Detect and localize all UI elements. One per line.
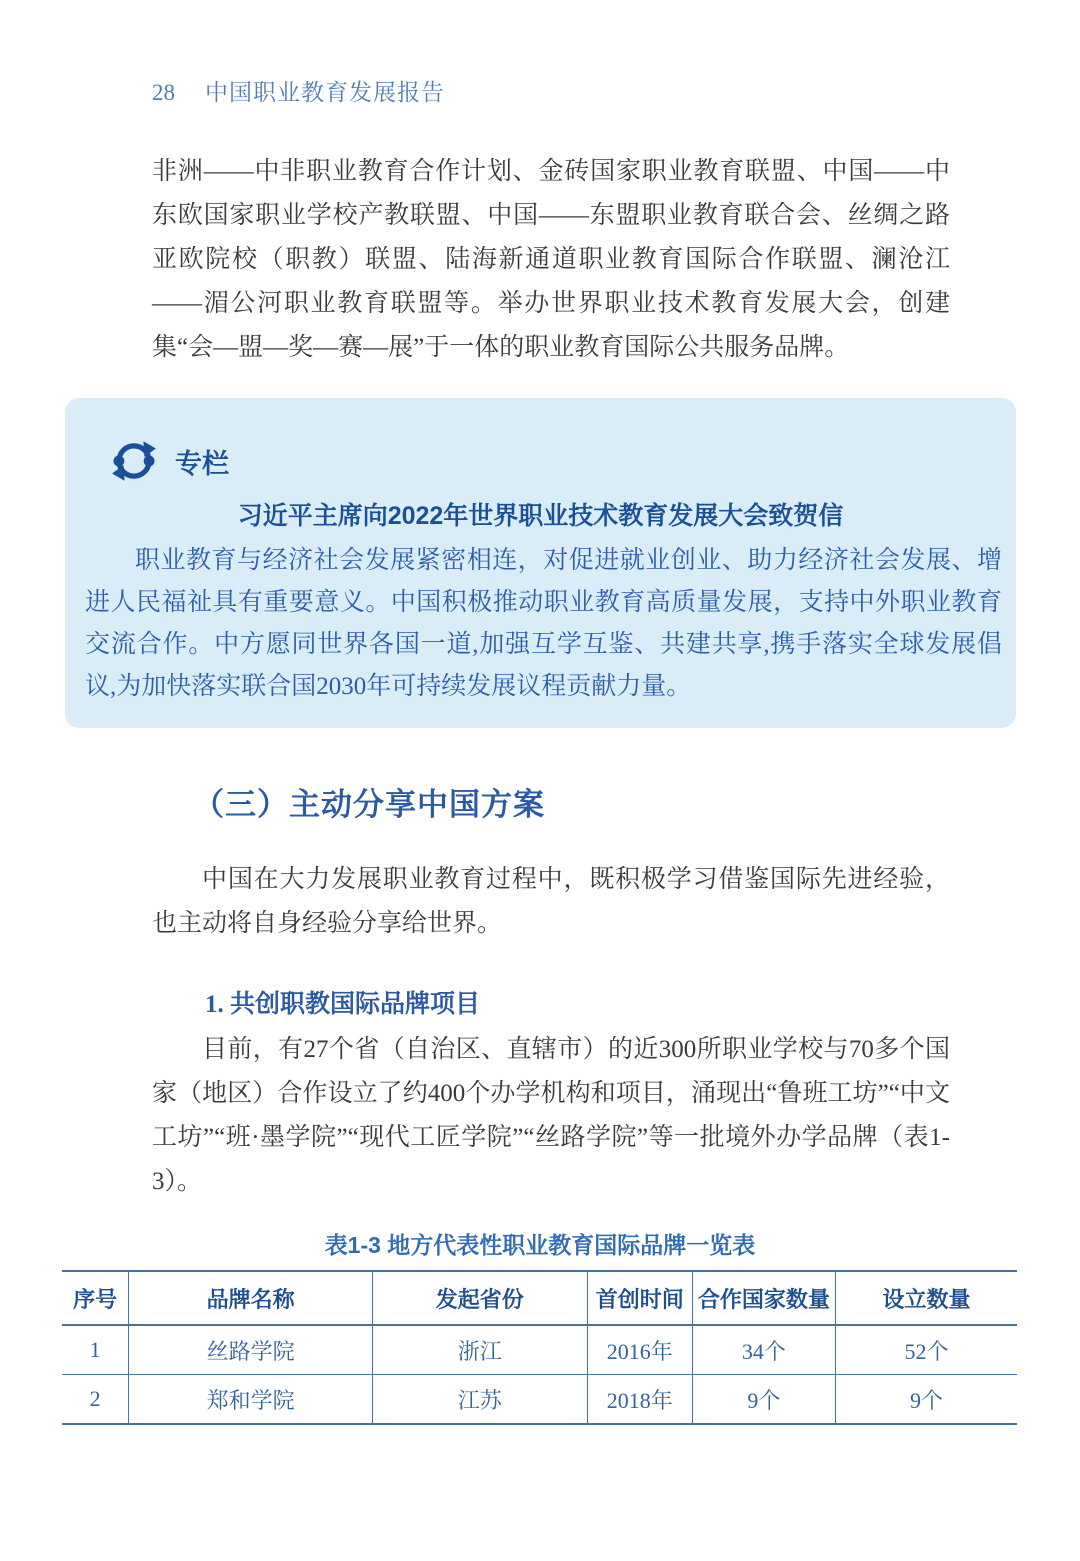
sync-arrows-icon [109, 438, 159, 484]
book-title: 中国职业教育发展报告 [205, 80, 445, 105]
cell-partner-countries: 34个 [692, 1325, 835, 1375]
col-header-established-count: 设立数量 [836, 1271, 1017, 1325]
cell-index: 1 [62, 1325, 129, 1375]
international-brands-table [62, 1270, 1017, 1425]
paragraph-share-experience: 中国在大力发展职业教育过程中，既积极学习借鉴国际先进经验，也主动将自身经验分享给世界。 [152, 866, 950, 937]
col-header-first-year: 首创时间 [587, 1271, 692, 1325]
cell-brand-name: 丝路学院 [129, 1325, 373, 1375]
paragraph-brand-projects: 目前，有27个省（自治区、直辖市）的近300所职业学校与70多个国家（地区）合作设立了约400个办学机构和项目，涌现出“鲁班工坊”“中文工坊”“班·墨学院”“现代工匠学院”“丝路学院”等一批境外办学品牌（表1-3）。 [152, 1036, 950, 1195]
callout-label: 专栏 [175, 448, 229, 479]
running-head [152, 74, 445, 107]
table-row [62, 1375, 1017, 1425]
cell-first-year: 2016年 [587, 1325, 692, 1375]
cell-partner-countries: 9个 [692, 1375, 835, 1425]
cell-established-count: 52个 [836, 1325, 1017, 1375]
subsection-heading: 1. 共创职教国际品牌项目 [205, 991, 481, 1018]
table-header-row [62, 1271, 1017, 1325]
paragraph-international-alliances: 非洲——中非职业教育合作计划、金砖国家职业教育联盟、中国——中东欧国家职业学校产教联盟、中国——东盟职业教育联合会、丝绸之路亚欧院校（职教）联盟、陆海新通道职业教育国际合作联盟、澜沧江——湄公河职业教育联盟等。举办世界职业技术教育发展大会，创建集“会—盟—奖—赛—展”于一体的职业教育国际公共服务品牌。 [152, 158, 950, 361]
cell-brand-name: 郑和学院 [129, 1375, 373, 1425]
col-header-province: 发起省份 [372, 1271, 587, 1325]
cell-index: 2 [62, 1375, 129, 1425]
cell-province: 江苏 [372, 1375, 587, 1425]
col-header-partner-countries: 合作国家数量 [692, 1271, 835, 1325]
cell-province: 浙江 [372, 1325, 587, 1375]
callout-title: 习近平主席向2022年世界职业技术教育发展大会致贺信 [237, 502, 844, 530]
page-number: 28 [152, 80, 175, 105]
column-callout-panel [65, 398, 1016, 728]
callout-body: 职业教育与经济社会发展紧密相连，对促进就业创业、助力经济社会发展、增进人民福祉具有重要意义。中国积极推动职业教育高质量发展，支持中外职业教育交流合作。中方愿同世界各国一道,加强互学互鉴、共建共享,携手落实全球发展倡议,为加快落实联合国2030年可持续发展议程贡献力量。 [85, 547, 1002, 700]
col-header-brand-name: 品牌名称 [129, 1271, 373, 1325]
cell-established-count: 9个 [910, 1387, 944, 1413]
section-heading: （三）主动分享中国方案 [193, 787, 545, 822]
col-header-index: 序号 [62, 1271, 129, 1325]
callout-header [109, 438, 1016, 484]
cell-first-year: 2018年 [587, 1375, 692, 1425]
table-row [62, 1325, 1017, 1375]
table-title: 表1-3 地方代表性职业教育国际品牌一览表 [324, 1232, 756, 1258]
